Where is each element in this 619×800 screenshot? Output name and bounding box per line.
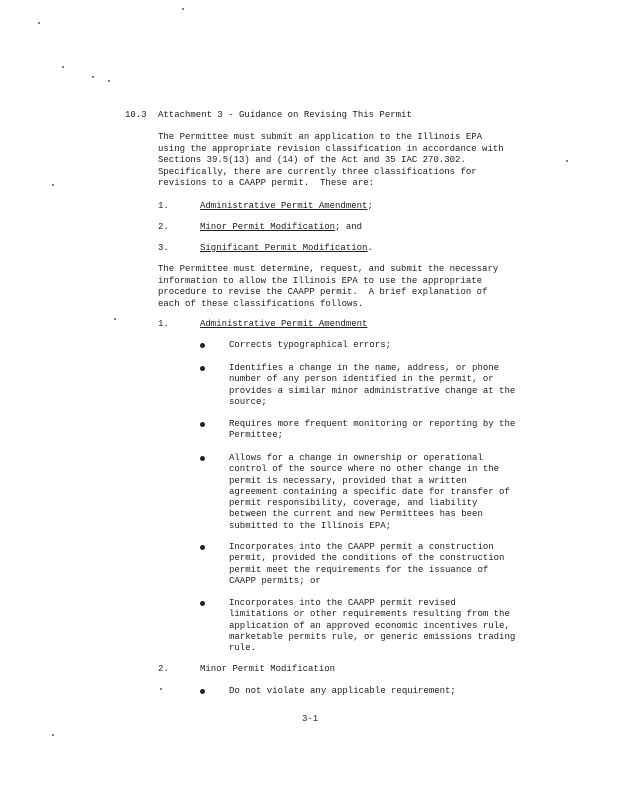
bullet-line: marketable permits rule, or generic emissions trading [229,631,516,642]
bullet-icon [200,422,205,427]
bullet-icon [200,366,205,371]
bullet-item [229,419,539,442]
bullet-line: source; [229,396,267,407]
bullet-line: permit is necessary, provided that a written [229,475,467,486]
subsection-number: 1. [158,319,169,329]
classification-label: Administrative Permit Amendment [200,201,368,211]
scan-speck [62,66,64,68]
section-number: 10.3 [125,110,147,120]
bullet-line: permit meet the requirements for the issuance of [229,564,489,575]
classification-item [200,242,373,254]
bullet-line: permit, provided the conditions of the construction [229,553,505,564]
scan-speck [566,160,568,162]
bullet-item [229,363,539,408]
bullet-item [229,542,539,587]
bullet-item [229,340,539,351]
intro-line: Specifically, there are currently three classifications for [158,166,477,177]
explain-line: information to allow the Illinois EPA to use the appropriate [158,275,483,286]
bullet-line: limitations or other requirements resulting from the [229,609,510,620]
bullet-line: control of the source where no other change in the [229,464,500,475]
bullet-line: Permittee; [229,430,284,441]
classification-item [200,200,373,212]
bullet-line: Do not violate any applicable requirement; [229,686,456,696]
scan-speck [52,184,54,186]
scan-speck [114,318,116,320]
subsection-number: 2. [158,664,169,674]
bullet-icon [200,689,205,694]
bullet-item [229,453,539,532]
intro-line: revisions to a CAAPP permit. These are: [158,178,375,188]
bullet-line: Incorporates into the CAAPP permit a construction [229,542,494,552]
classification-item [200,221,362,233]
scan-speck [182,8,184,10]
classification-suffix: ; [367,201,373,211]
subsection-title: Minor Permit Modification [200,664,336,674]
intro-line: Sections 39.5(13) and (14) of the Act and 35 IAC 270.302. [158,155,466,165]
intro-line: The Permittee must submit an application to the Illinois EPA [158,132,483,142]
bullet-line: permit responsibility, coverage, and liability [229,498,478,509]
subsection-title: Administrative Permit Amendment [200,319,368,329]
classification-number: 2. [158,222,169,232]
classification-label: Minor Permit Modification [200,222,336,232]
bullet-line: application of an approved economic incentives rule, [229,620,510,631]
bullet-line: Allows for a change in ownership or operational [229,453,483,463]
bullet-line: Identifies a change in the name, address, or phone [229,363,500,373]
explain-line: each of these classifications follows. [158,298,364,309]
bullet-line: rule. [229,643,257,654]
bullet-icon [200,343,205,348]
bullet-line: number of any person identified in the permit, or [229,374,494,385]
scan-speck [160,688,162,690]
bullet-line: provides a similar minor administrative change at the [229,385,516,396]
scan-speck [38,22,40,24]
classification-number: 1. [158,201,169,211]
intro-paragraph [158,132,538,190]
section-title: Attachment 3 - Guidance on Revising This Permit [158,110,412,120]
intro-line: using the appropriate revision classification in accordance with [158,143,504,154]
classification-number: 3. [158,243,169,253]
bullet-line: Incorporates into the CAAPP permit revised [229,598,456,608]
explanation-paragraph [158,264,538,310]
bullet-line: Corrects typographical errors; [229,340,392,350]
explain-line: procedure to revise the CAAPP permit. A brief explanation of [158,287,488,297]
scan-speck [52,734,54,736]
classification-label: Significant Permit Modification [200,243,368,253]
classification-suffix: . [367,243,373,253]
bullet-line: Requires more frequent monitoring or reporting by the [229,419,516,429]
bullet-icon [200,456,205,461]
scan-speck [92,76,94,78]
bullet-item [229,686,539,697]
scan-speck [108,80,110,82]
bullet-icon [200,601,205,606]
page-number: 3-1 [302,714,319,724]
bullet-item [229,598,539,654]
classification-suffix: ; and [335,222,363,232]
bullet-line: between the current and new Permittees has been [229,509,483,520]
bullet-line: CAAPP permits; or [229,575,321,586]
bullet-line: submitted to the Illinois EPA; [229,520,392,531]
explain-line: The Permittee must determine, request, and submit the necessary [158,264,499,274]
bullet-icon [200,545,205,550]
bullet-line: agreement containing a specific date for transfer of [229,486,510,497]
